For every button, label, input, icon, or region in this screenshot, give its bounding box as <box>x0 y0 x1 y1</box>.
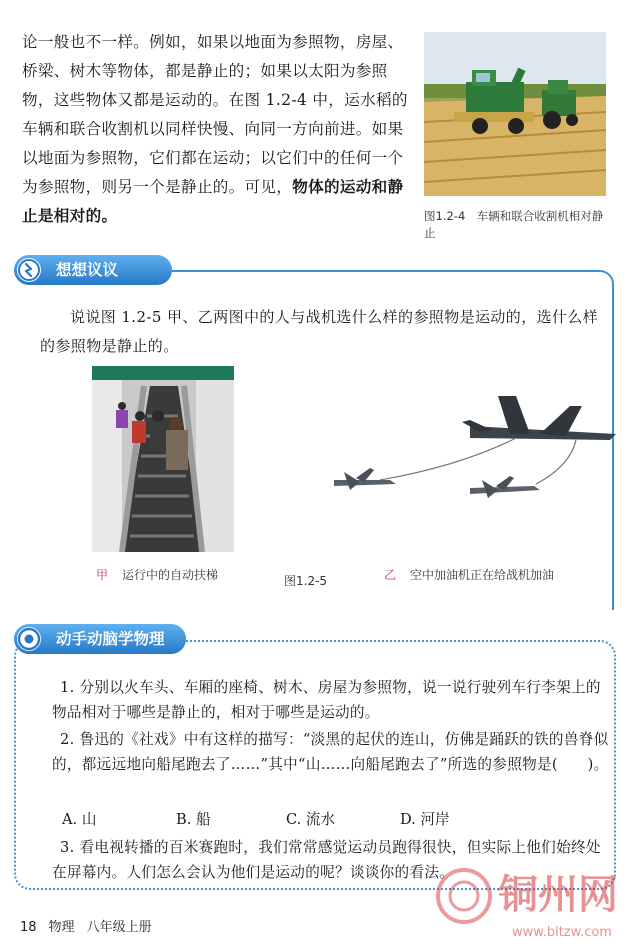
section1-title: 想想议议 <box>56 261 119 279</box>
refueling-aircraft-illustration <box>320 386 620 516</box>
watermark-logo <box>428 850 628 946</box>
escalator-photo <box>92 366 234 552</box>
exercise-2: 2. 鲁迅的《社戏》中有这样的描写：“淡黑的起伏的连山，仿佛是踊跃的铁的兽脊似的，都远远地向船尾跑去了……”其中“山……向船尾跑去了”所选的参照物是( )。 <box>52 731 609 773</box>
section1-question: 说说图 1.2-5 甲、乙两图中的人与战机选什么样的参照物是运动的，选什么样的参照物是静止的。 <box>40 308 599 355</box>
target-icon <box>17 627 41 651</box>
footer-grade: 八年级上册 <box>86 920 152 935</box>
section1-header <box>14 255 172 285</box>
section2-title: 动手动脑学物理 <box>56 630 165 648</box>
option-c: C. 流水 <box>286 811 336 828</box>
caption-jia <box>96 566 218 583</box>
intro-text: 论一般也不一样。例如，如果以地面为参照物，房屋、桥梁、树木等物体，都是静止的；如果以太阳为参照物，这些物体又都是运动的。在图 1.2-4 中，运水稻的车辆和联合收割机以同样快慢、向同一方向前进。如果以地面为参照物，它们都在运动；以它们中的任何一个为参照物，则另一个是静止的。可见， <box>22 33 408 196</box>
figure-1-2-4-caption: 图1.2-4 车辆和联合收割机相对静止 <box>424 209 604 240</box>
caption-yi-mark: 乙 <box>384 568 397 582</box>
intro-paragraph <box>22 28 414 231</box>
exercise-3: 3. 看电视转播的百米赛跑时，我们常常感觉运动员跑得很快，但实际上他们始终处在屏幕内。人们怎么会认为他们是运动的呢？谈谈你的看法。 <box>52 839 601 881</box>
page-footer <box>20 916 164 935</box>
option-d: D. 河岸 <box>400 811 450 828</box>
section2-header <box>14 624 186 654</box>
caption-yi-text: 空中加油机正在给战机加油 <box>410 568 555 582</box>
watermark-text: 铜州网 <box>498 872 618 918</box>
harvester-photo <box>424 32 606 196</box>
intro-conclusion: 物体的运动和静止是相对的。 <box>22 178 404 225</box>
exercise-1: 1. 分别以火车头、车厢的座椅、树木、房屋为参照物，说一说行驶列车行李架上的物品相对于哪些是静止的，相对于哪些是运动的。 <box>52 679 601 721</box>
discussion-icon <box>17 258 41 282</box>
caption-jia-text: 运行中的自动扶梯 <box>122 568 219 582</box>
caption-jia-mark: 甲 <box>96 568 109 582</box>
figure-1-2-5-label: 图1.2-5 <box>284 574 328 588</box>
option-b: B. 船 <box>176 811 211 828</box>
caption-yi <box>384 566 554 583</box>
page-number: 18 <box>20 920 37 935</box>
watermark-url: www.bltzw.com <box>512 925 612 940</box>
footer-subject: 物理 <box>48 920 75 935</box>
option-a: A. 山 <box>62 811 97 828</box>
